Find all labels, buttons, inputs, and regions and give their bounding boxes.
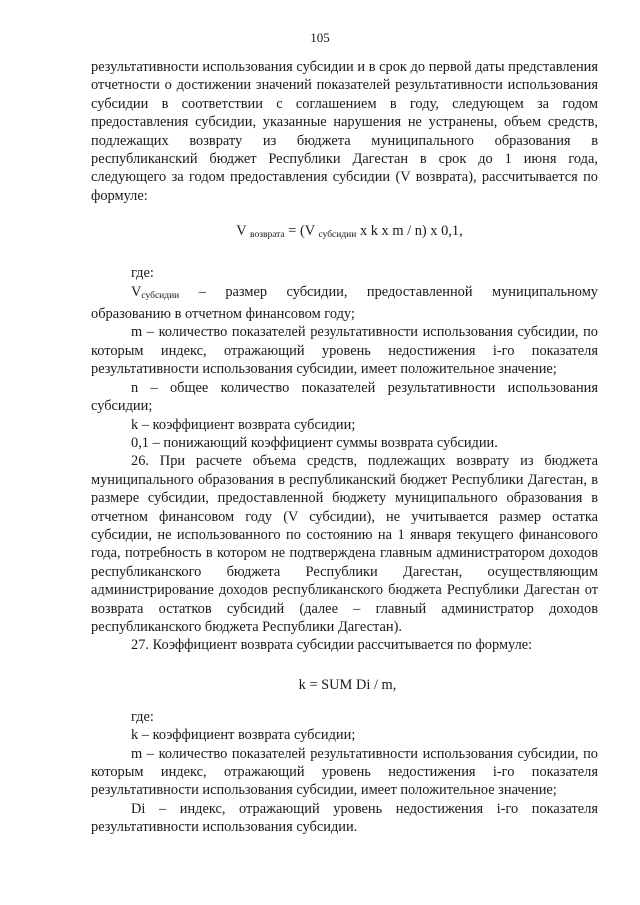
- where-label: где:: [131, 265, 154, 282]
- formula-v: V: [236, 223, 251, 240]
- formula-sub-return: возврата: [250, 230, 285, 241]
- definition-v-text: – размер субсидии, предоставленной муниципальному образованию в отчетном финансовом году;: [91, 283, 598, 323]
- page-number: 105: [310, 30, 330, 45]
- formula-sub-subsidy: субсидии: [318, 230, 357, 241]
- definition-k-2: k – коэффициент возврата субсидии;: [131, 727, 356, 744]
- definition-v-subsidy: [91, 283, 598, 324]
- definition-v-symbol: V: [131, 283, 142, 300]
- definition-0-1: 0,1 – понижающий коэффициент суммы возврата субсидии.: [131, 434, 498, 451]
- paragraph-27: 27. Коэффициент возврата субсидии рассчитывается по формуле:: [131, 637, 533, 654]
- definition-di: Di – индекс, отражающий уровень недостижения i-го показателя результативности использования субсидии.: [91, 800, 598, 836]
- definition-v-sub: субсидии: [141, 290, 180, 301]
- where-label-2: где:: [131, 708, 154, 725]
- formula-k: k = SUM Di / m,: [298, 676, 397, 693]
- definition-m-2: m – количество показателей результативности использования субсидии, по которым индекс, отражающий уровень недостижения i-го показателя результативности использования субсидии, имеет положительное значение;: [91, 745, 598, 799]
- formula-mid: = (V: [284, 223, 319, 240]
- formula-tail: x k x m / n) x 0,1,: [356, 223, 463, 240]
- formula-v-return: [91, 223, 598, 240]
- paragraph-intro: результативности использования субсидии и в срок до первой даты представления отчетности о достижении значений показателей результативности использования субсидии в соответствии с соглашением в году, следующем за годом предоставления субсидии, указанные нарушения не устранены, объем средств, подлежащих возврату из бюджета муниципального образования в республиканский бюджет Республики Дагестан в срок до 1 июня года, следующего за годом предоставления субсидии (V возврата), рассчитывается по формуле:: [91, 59, 598, 204]
- definition-m: m – количество показателей результативности использования субсидии, по которым индекс, отражающий уровень недостижения i-го показателя результативности использования субсидии, имеет положительное значение;: [91, 324, 598, 378]
- definition-k: k – коэффициент возврата субсидии;: [131, 416, 356, 433]
- definition-n: n – общее количество показателей результативности использования субсидии;: [91, 379, 598, 415]
- paragraph-26: 26. При расчете объема средств, подлежащих возврату из бюджета муниципального образования в республиканский бюджет Республики Дагестан, в размере субсидии, предоставленной бюджету муниципального образования в отчетном финансовом году (V субсидии), не учитывается размер остатка субсидии, не использованного по состоянию на 1 января текущего финансового года, потребность в котором не подтверждена главным администратором доходов республиканского бюджета Республики Дагестан, осуществляющим администрирование доходов республиканского бюджета Республики Дагестан от возврата остатков субсидий (далее – главный администратор доходов республиканского бюджета Республики Дагестан).: [91, 453, 598, 635]
